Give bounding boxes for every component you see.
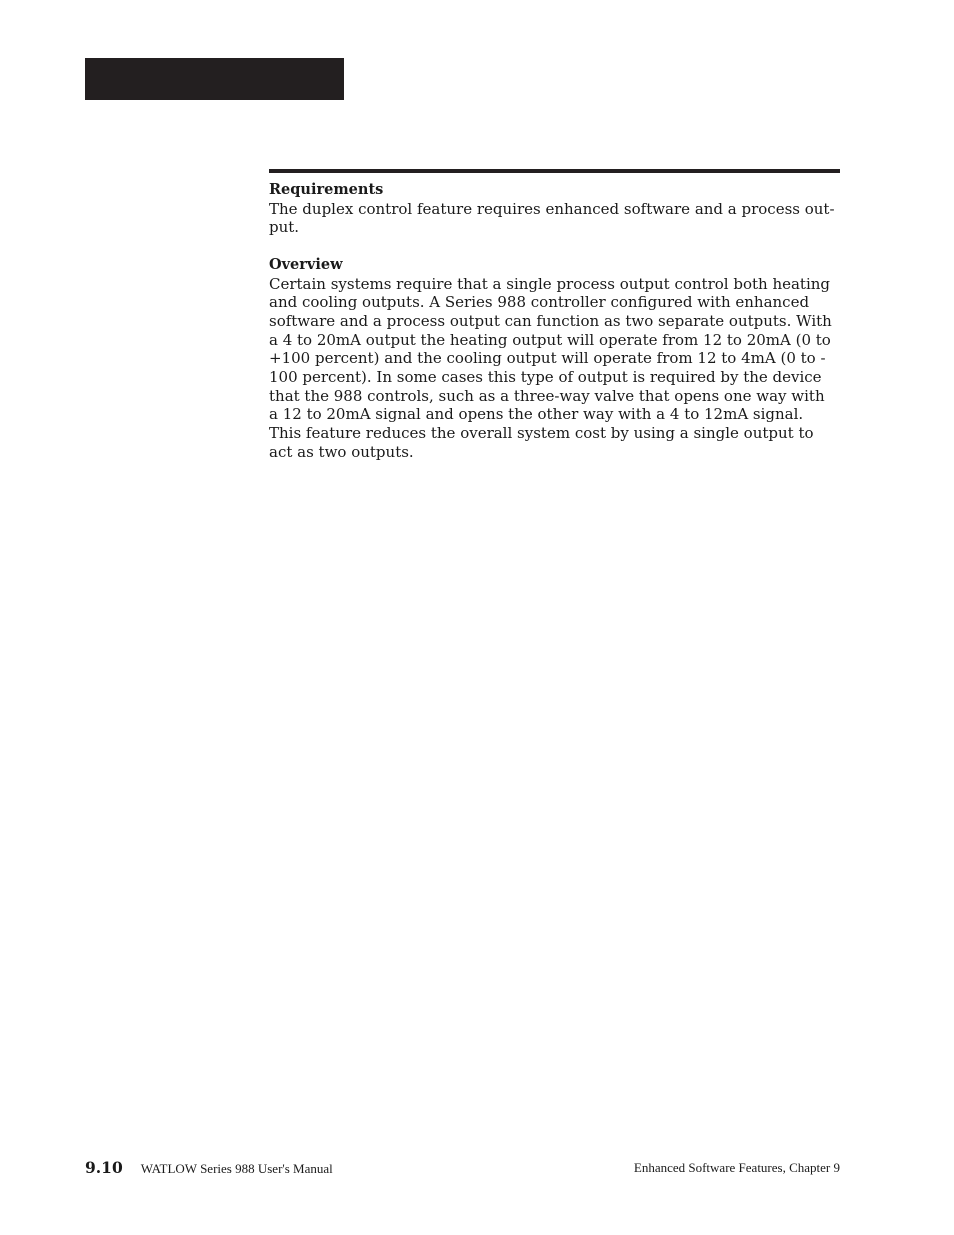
manual-title: WATLOW Series 988 User's Manual <box>140 1161 333 1176</box>
requirements-body: The duplex control feature requires enhanced software and a process out- put. <box>269 199 835 237</box>
header-bar <box>85 58 344 100</box>
overview-heading: Overview <box>269 255 343 273</box>
main-content <box>269 181 841 480</box>
page-number: 9.10 <box>85 1158 123 1177</box>
section-rule <box>269 169 840 173</box>
requirements-heading: Requirements <box>269 181 384 198</box>
overview-body: Certain systems require that a single process output control both heating and cooling outputs. A Series 988 controller configured with enhanced software and a process output can function as two separate outputs. With a 4 to 20mA output the heating output will operate from 12 to 20mA (0 to +100 percent) and the cooling output will operate from 12 to 4mA (0 to - 100 percent). In some cases this type of output is required by the device that the 988 controls, such as a three-way valve that opens one way with a 12 to 20mA signal and opens the other way with a 4 to 12mA signal. This feature reduces the overall system cost by using a single output to act as two outputs. <box>269 274 832 461</box>
footer-chapter: Enhanced Software Features, Chapter 9 <box>633 1160 840 1175</box>
footer-left <box>85 1158 333 1179</box>
